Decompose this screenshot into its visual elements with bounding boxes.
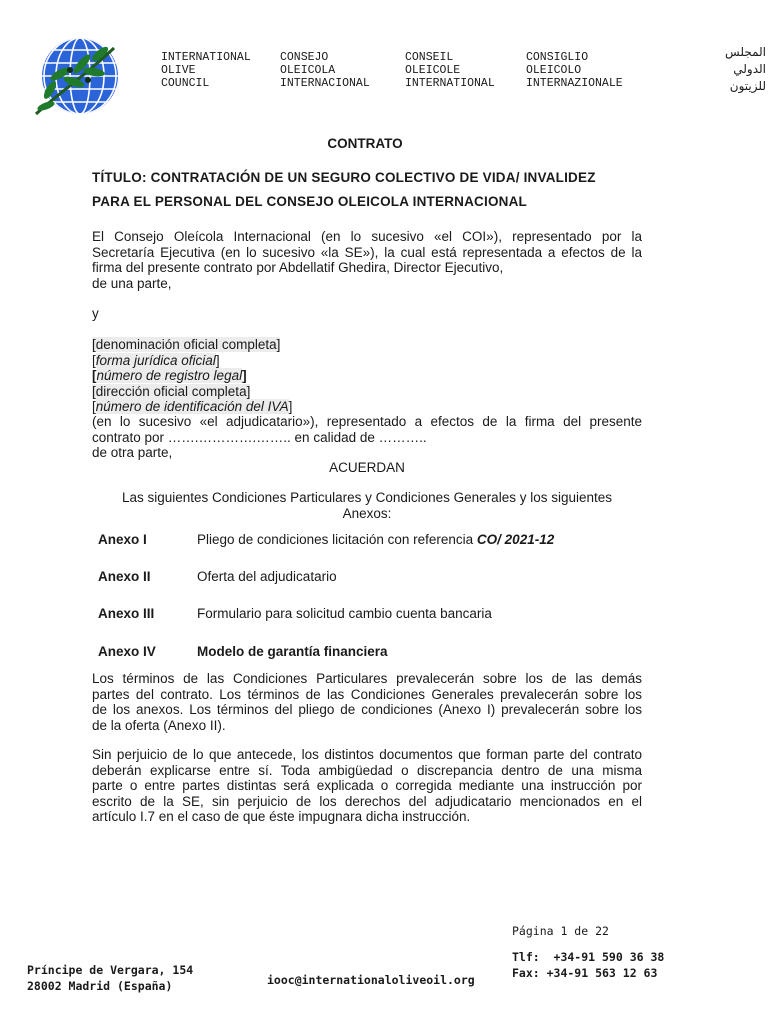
globe-olive-icon: [30, 30, 122, 122]
address-line: Príncipe de Vergara, 154: [27, 963, 194, 977]
bracket: [: [92, 368, 97, 383]
agreement-intro: [92, 490, 642, 521]
header-line: OLEICOLA: [280, 64, 336, 77]
footer-address: [27, 962, 193, 994]
paragraph-line: de la oferta (Anexo II).: [92, 717, 226, 733]
field-official-address[interactable]: [dirección oficial completa]: [92, 383, 251, 399]
agreement-line: Las siguientes Condiciones Particulares y Condiciones Generales y los siguientes: [121, 490, 612, 505]
agreement-line: Anexos:: [342, 505, 392, 521]
header-line: OLIVE: [161, 64, 196, 77]
paragraph-line: parte o entre partes distintas será explicada o corregida mediante una instrucción por: [92, 778, 642, 793]
contractor-line: (en lo sucesivo «el adjudicatario»), representado a efectos de la firma del presente: [92, 414, 642, 429]
bracket: ]: [215, 352, 220, 368]
header-line: INTERNAZIONALE: [526, 77, 623, 90]
header-line: CONSEIL: [405, 51, 454, 64]
field-registration-number[interactable]: número de registro legal: [96, 368, 243, 383]
annex-label: Anexo I: [98, 532, 147, 547]
header-es: [280, 51, 370, 90]
page-number: Página 1 de 22: [512, 924, 609, 938]
header-line: CONSEJO: [280, 51, 329, 64]
header-ar: [725, 44, 766, 95]
fax-number: Fax: +34-91 563 12 63: [512, 966, 658, 980]
annex-description: Modelo de garantía financiera: [197, 644, 388, 659]
paragraph-line: artículo I.7 en el caso de que éste impugnara dicha instrucción.: [92, 809, 471, 824]
annex-description: Formulario para solicitud cambio cuenta bancaria: [197, 606, 492, 621]
header-line: المجلس: [725, 45, 766, 59]
annex-description: Oferta del adjudicatario: [197, 569, 337, 584]
intro-line: Secretaría Ejecutiva (en lo sucesivo «la SE»), la cual está representada a efectos de la: [92, 244, 642, 260]
contractor-fields: [92, 337, 292, 415]
header-line: CONSIGLIO: [526, 51, 589, 64]
intro-paragraph: [92, 229, 642, 291]
bracket: ]: [288, 399, 293, 414]
acuerdan-heading: ACUERDAN: [329, 460, 405, 475]
header-line: COUNCIL: [161, 77, 210, 90]
paragraph-line: deberán explicarse entre sí. Toda ambigüedad o discrepancia dentro de una misma: [92, 762, 642, 778]
bracket: ]: [242, 368, 247, 383]
precedence-paragraph: [92, 671, 642, 733]
conjunction-y: y: [92, 306, 99, 321]
header-it: [526, 51, 623, 90]
bracket: [: [92, 399, 96, 414]
header-line: للزيتون: [729, 79, 766, 93]
intro-end: de una parte,: [92, 275, 172, 291]
annex-label: Anexo II: [98, 569, 151, 584]
ioc-logo: [30, 30, 122, 122]
header-line: OLEICOLO: [526, 64, 582, 77]
field-official-name[interactable]: [denominación oficial completa]: [92, 337, 281, 352]
annex-text: Pliego de condiciones licitación con referencia: [197, 532, 477, 547]
header-en: [161, 51, 251, 90]
phone-number: Tlf: +34-91 590 36 38: [512, 950, 665, 964]
contractor-line: contrato por …….………….…….. en calidad de ………..: [92, 429, 427, 445]
paragraph-line: de los anexos. Los términos del pliego de condiciones (Anexo I) prevalecerán sobre los: [92, 702, 642, 717]
field-legal-form[interactable]: forma jurídica oficial: [95, 352, 216, 368]
paragraph-line: Los términos de las Condiciones Particulares prevalecerán sobre los de las demás: [92, 671, 642, 686]
footer-contact: [512, 949, 664, 981]
contractor-line: de otra parte,: [92, 445, 173, 460]
paragraph-line: escrito de la SE, sin perjuicio de los derechos del adjudicatario mencionados en el: [92, 793, 642, 809]
contractor-paragraph: [92, 414, 642, 461]
header-line: INTERNATIONAL: [405, 77, 495, 90]
annex-label: Anexo IV: [98, 644, 156, 659]
document-title: CONTRATO: [327, 136, 403, 151]
subject-line: PARA EL PERSONAL DEL CONSEJO OLEICOLA INTERNACIONAL: [92, 194, 527, 209]
subject-line: TÍTULO: CONTRATACIÓN DE UN SEGURO COLECTIVO DE VIDA/ INVALIDEZ: [92, 170, 596, 185]
footer-email[interactable]: iooc@internationaloliveoil.org: [267, 973, 475, 987]
header-line: INTERNACIONAL: [280, 77, 370, 90]
intro-line: El Consejo Oleícola Internacional (en lo sucesivo «el COI»), representado por la: [92, 229, 642, 244]
interpretation-paragraph: [92, 747, 642, 825]
annex-description: [197, 532, 554, 547]
bracket: [: [92, 352, 96, 368]
annex-reference: CO/ 2021-12: [476, 532, 555, 547]
header-fr: [405, 51, 495, 90]
contract-subject: [92, 166, 652, 214]
field-vat-number[interactable]: número de identificación del IVA: [95, 399, 289, 414]
paragraph-line: Sin perjuicio de lo que antecede, los distintos documentos que forman parte del contrato: [92, 747, 642, 762]
annex-label: Anexo III: [98, 606, 155, 621]
address-line: 28002 Madrid (España): [27, 979, 173, 993]
header-line: OLEICOLE: [405, 64, 461, 77]
header-line: الدولي: [733, 62, 766, 76]
paragraph-line: partes del contrato. Los términos de las Condiciones Generales prevalecerán sobre los: [92, 686, 642, 702]
intro-line: firma del presente contrato por Abdellatif Ghedira, Director Ejecutivo,: [92, 260, 504, 275]
header-line: INTERNATIONAL: [161, 51, 251, 64]
